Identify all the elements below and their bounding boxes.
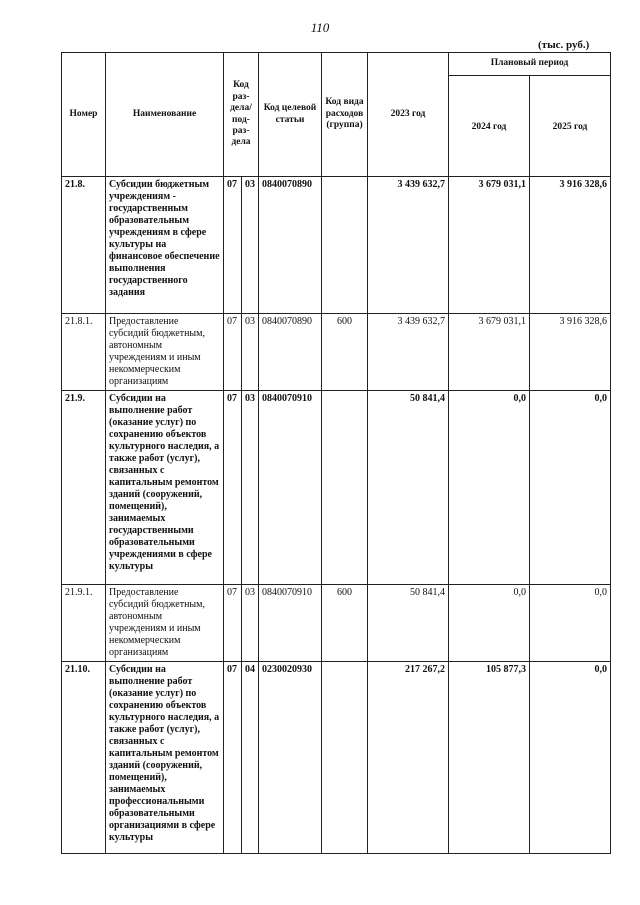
- row-subsection: 03: [242, 177, 259, 314]
- row-2023: 50 841,4: [368, 585, 449, 662]
- header-section: Код раз- дела/ под- раз- дела: [224, 53, 259, 177]
- row-expense-type: [322, 177, 368, 314]
- row-name: Предоставление субсидий бюджетным, автономным учреждениям и иным некоммерческим организациям: [106, 585, 224, 662]
- row-2024: 105 877,3: [449, 662, 530, 854]
- row-expense-type: 600: [322, 585, 368, 662]
- row-2024: 3 679 031,1: [449, 177, 530, 314]
- header-target: Код целевой статьи: [259, 53, 322, 177]
- row-section: 07: [224, 391, 242, 585]
- row-name: Субсидии на выполнение работ (оказание услуг) по сохранению объектов культурного наследия, а также работ (услуг), связанных с капитальным ремонтом зданий (сооружений, помещений), занимаемых профессиональными образовательными организациями в сфере культуры: [106, 662, 224, 854]
- row-section: 07: [224, 314, 242, 391]
- row-2025: 0,0: [530, 391, 611, 585]
- units-label: (тыс. руб.): [538, 39, 590, 51]
- row-2023: 3 439 632,7: [368, 314, 449, 391]
- row-expense-type: 600: [322, 314, 368, 391]
- row-expense-type: [322, 662, 368, 854]
- row-target: 0840070890: [259, 177, 322, 314]
- row-target: 0840070890: [259, 314, 322, 391]
- table-row: [62, 177, 611, 314]
- row-2025: 0,0: [530, 662, 611, 854]
- header-planned: Плановый период: [449, 53, 611, 76]
- row-number: 21.9.: [62, 391, 106, 585]
- row-2025: 0,0: [530, 585, 611, 662]
- header-2025: 2025 год: [530, 76, 611, 177]
- row-subsection: 03: [242, 314, 259, 391]
- row-number: 21.9.1.: [62, 585, 106, 662]
- page-number: 110: [310, 20, 330, 35]
- row-2024: 0,0: [449, 391, 530, 585]
- row-2023: 3 439 632,7: [368, 177, 449, 314]
- header-2024: 2024 год: [449, 76, 530, 177]
- table-row: [62, 391, 611, 585]
- row-section: 07: [224, 177, 242, 314]
- row-number: 21.8.: [62, 177, 106, 314]
- row-name: Предоставление субсидий бюджетным, автономным учреждениям и иным некоммерческим организациям: [106, 314, 224, 391]
- row-number: 21.10.: [62, 662, 106, 854]
- row-target: 0230020930: [259, 662, 322, 854]
- row-target: 0840070910: [259, 391, 322, 585]
- row-section: 07: [224, 662, 242, 854]
- row-target: 0840070910: [259, 585, 322, 662]
- header-number: Номер: [62, 53, 106, 177]
- row-name: Субсидии на выполнение работ (оказание услуг) по сохранению объектов культурного наследия, а также работ (услуг), связанных с капитальным ремонтом зданий (сооружений, помещений), занимаемых государственными образовательными учреждениями в сфере культуры: [106, 391, 224, 585]
- row-subsection: 04: [242, 662, 259, 854]
- header-expense-type: Код вида расходов (группа): [322, 53, 368, 177]
- header-2023: 2023 год: [368, 53, 449, 177]
- row-2024: 0,0: [449, 585, 530, 662]
- row-2025: 3 916 328,6: [530, 177, 611, 314]
- table-row: [62, 662, 611, 854]
- row-2024: 3 679 031,1: [449, 314, 530, 391]
- row-section: 07: [224, 585, 242, 662]
- row-subsection: 03: [242, 391, 259, 585]
- budget-table: [61, 52, 611, 854]
- row-2025: 3 916 328,6: [530, 314, 611, 391]
- row-2023: 217 267,2: [368, 662, 449, 854]
- row-expense-type: [322, 391, 368, 585]
- table-row: [62, 314, 611, 391]
- row-subsection: 03: [242, 585, 259, 662]
- header-name: Наименование: [106, 53, 224, 177]
- row-name: Субсидии бюджетным учреждениям - государственным образовательным учреждениям в сфере культуры на финансовое обеспечение выполнения государственного задания: [106, 177, 224, 314]
- row-number: 21.8.1.: [62, 314, 106, 391]
- row-2023: 50 841,4: [368, 391, 449, 585]
- table-row: [62, 585, 611, 662]
